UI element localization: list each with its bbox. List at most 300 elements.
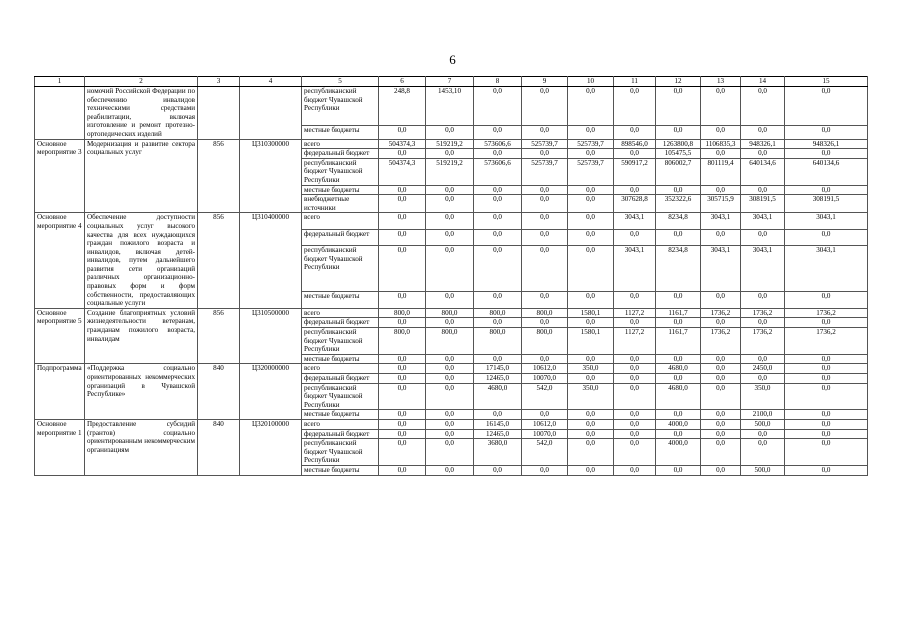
amount-cell: 0,0 (785, 439, 868, 466)
amount-cell: 1161,7 (656, 328, 701, 355)
amount-cell: 0,0 (379, 364, 426, 374)
activity-name: «Поддержка социально ориентированных некоммерческих организаций в Чувашской Республике» (85, 364, 198, 420)
budget-code: Ц320000000 (240, 364, 302, 420)
amount-cell: 0,0 (379, 383, 426, 410)
amount-cell: 0,0 (656, 125, 701, 139)
responsible-code: 840 (198, 419, 240, 475)
amount-cell: 0,0 (379, 318, 426, 328)
funding-source: всего (302, 213, 379, 229)
amount-cell: 0,0 (701, 354, 741, 364)
amount-cell: 1580,1 (568, 328, 614, 355)
amount-cell: 800,0 (474, 328, 522, 355)
amount-cell: 948326,1 (785, 139, 868, 149)
amount-cell: 0,0 (785, 125, 868, 139)
amount-cell: 0,0 (426, 229, 474, 245)
table-row (35, 139, 868, 149)
amount-cell: 0,0 (741, 318, 785, 328)
amount-cell: 1127,2 (614, 308, 656, 318)
amount-cell: 0,0 (474, 354, 522, 364)
funding-source: всего (302, 139, 379, 149)
responsible-code: 856 (198, 308, 240, 364)
amount-cell: 0,0 (474, 229, 522, 245)
budget-code: Ц310400000 (240, 213, 302, 309)
amount-cell: 1161,7 (656, 308, 701, 318)
amount-cell: 0,0 (785, 229, 868, 245)
amount-cell: 350,0 (741, 383, 785, 410)
amount-cell: 1736,2 (701, 328, 741, 355)
amount-cell: 0,0 (701, 383, 741, 410)
activity-type: Основное мероприятие 5 (35, 308, 85, 364)
table-row (35, 213, 868, 229)
amount-cell: 0,0 (474, 87, 522, 126)
amount-cell: 0,0 (474, 125, 522, 139)
amount-cell: 0,0 (614, 149, 656, 159)
activity-type: Основное мероприятие 3 (35, 139, 85, 213)
funding-source: федеральный бюджет (302, 229, 379, 245)
budget-code: Ц310300000 (240, 139, 302, 213)
table-row (35, 308, 868, 318)
funding-source: местные бюджеты (302, 354, 379, 364)
amount-cell: 0,0 (522, 246, 568, 292)
amount-cell: 10612,0 (522, 419, 568, 429)
amount-cell: 0,0 (379, 374, 426, 384)
amount-cell: 3043,1 (614, 213, 656, 229)
column-number: 8 (474, 77, 522, 87)
funding-source: внебюджетные источники (302, 195, 379, 213)
amount-cell: 3043,1 (741, 246, 785, 292)
funding-source: федеральный бюджет (302, 149, 379, 159)
amount-cell: 800,0 (522, 328, 568, 355)
funding-source: местные бюджеты (302, 465, 379, 475)
amount-cell: 0,0 (701, 229, 741, 245)
budget-table (34, 76, 868, 476)
amount-cell: 0,0 (426, 213, 474, 229)
amount-cell: 0,0 (474, 410, 522, 420)
amount-cell: 0,0 (522, 229, 568, 245)
column-number: 14 (741, 77, 785, 87)
amount-cell: 0,0 (474, 185, 522, 195)
responsible-code: 856 (198, 139, 240, 213)
funding-source: республиканский бюджет Чувашской Республики (302, 158, 379, 185)
amount-cell: 0,0 (741, 87, 785, 126)
activity-name: Обеспечение доступности социальных услуг высокого качества для всех нуждающихся граждан пожилого возраста и инвалидов, включая детей-инвалидов, путем дальнейшего развития сети организаций различных организационно-правовых форм и форм собственности, предоставляющих социальные услуги (85, 213, 198, 309)
funding-source: федеральный бюджет (302, 374, 379, 384)
amount-cell: 0,0 (614, 292, 656, 309)
amount-cell: 0,0 (568, 419, 614, 429)
amount-cell: 12465,0 (474, 374, 522, 384)
funding-source: местные бюджеты (302, 185, 379, 195)
funding-source: федеральный бюджет (302, 318, 379, 328)
funding-source: местные бюджеты (302, 410, 379, 420)
amount-cell: 0,0 (522, 185, 568, 195)
amount-cell: 0,0 (614, 229, 656, 245)
amount-cell: 1736,2 (785, 328, 868, 355)
amount-cell: 1736,2 (701, 308, 741, 318)
amount-cell: 0,0 (656, 87, 701, 126)
amount-cell: 0,0 (701, 429, 741, 439)
amount-cell: 0,0 (379, 292, 426, 309)
amount-cell: 0,0 (701, 318, 741, 328)
amount-cell: 0,0 (426, 195, 474, 213)
column-number: 11 (614, 77, 656, 87)
amount-cell: 0,0 (568, 292, 614, 309)
amount-cell: 0,0 (426, 292, 474, 309)
column-number: 3 (198, 77, 240, 87)
header-row (35, 77, 868, 87)
amount-cell: 0,0 (379, 419, 426, 429)
amount-cell: 0,0 (379, 229, 426, 245)
funding-source: федеральный бюджет (302, 429, 379, 439)
amount-cell: 0,0 (379, 429, 426, 439)
amount-cell: 0,0 (522, 318, 568, 328)
amount-cell: 0,0 (474, 292, 522, 309)
amount-cell: 0,0 (522, 149, 568, 159)
amount-cell: 0,0 (522, 125, 568, 139)
amount-cell: 0,0 (568, 195, 614, 213)
amount-cell: 0,0 (741, 185, 785, 195)
amount-cell: 0,0 (656, 429, 701, 439)
amount-cell: 0,0 (379, 439, 426, 466)
amount-cell: 0,0 (568, 149, 614, 159)
funding-source: республиканский бюджет Чувашской Республики (302, 87, 379, 126)
budget-code (240, 87, 302, 140)
amount-cell: 307628,8 (614, 195, 656, 213)
amount-cell: 0,0 (568, 213, 614, 229)
amount-cell: 0,0 (656, 465, 701, 475)
amount-cell: 0,0 (426, 149, 474, 159)
amount-cell: 0,0 (379, 195, 426, 213)
amount-cell: 0,0 (701, 292, 741, 309)
amount-cell: 17145,0 (474, 364, 522, 374)
table-row (35, 364, 868, 374)
amount-cell: 0,0 (379, 213, 426, 229)
amount-cell: 0,0 (568, 465, 614, 475)
column-number: 7 (426, 77, 474, 87)
amount-cell: 0,0 (785, 318, 868, 328)
amount-cell: 542,0 (522, 383, 568, 410)
column-number: 9 (522, 77, 568, 87)
amount-cell: 0,0 (522, 87, 568, 126)
amount-cell: 0,0 (785, 149, 868, 159)
amount-cell: 0,0 (379, 125, 426, 139)
amount-cell: 0,0 (701, 185, 741, 195)
amount-cell: 0,0 (426, 439, 474, 466)
amount-cell: 2450,0 (741, 364, 785, 374)
amount-cell: 0,0 (656, 292, 701, 309)
amount-cell: 0,0 (656, 354, 701, 364)
amount-cell: 4000,0 (656, 439, 701, 466)
amount-cell: 0,0 (701, 364, 741, 374)
amount-cell: 0,0 (474, 213, 522, 229)
funding-source: всего (302, 419, 379, 429)
amount-cell: 0,0 (568, 439, 614, 466)
column-number: 1 (35, 77, 85, 87)
amount-cell: 0,0 (614, 364, 656, 374)
amount-cell: 800,0 (474, 308, 522, 318)
amount-cell: 0,0 (701, 87, 741, 126)
amount-cell: 0,0 (614, 429, 656, 439)
amount-cell: 500,0 (741, 465, 785, 475)
amount-cell: 0,0 (568, 429, 614, 439)
amount-cell: 525739,7 (522, 158, 568, 185)
amount-cell: 0,0 (741, 374, 785, 384)
amount-cell: 105475,5 (656, 149, 701, 159)
amount-cell: 0,0 (614, 87, 656, 126)
amount-cell: 308191,5 (741, 195, 785, 213)
amount-cell: 3043,1 (785, 246, 868, 292)
amount-cell: 0,0 (568, 185, 614, 195)
amount-cell: 573606,6 (474, 139, 522, 149)
amount-cell: 0,0 (741, 149, 785, 159)
amount-cell: 0,0 (656, 318, 701, 328)
amount-cell: 8234,8 (656, 246, 701, 292)
column-number: 10 (568, 77, 614, 87)
amount-cell: 1453,10 (426, 87, 474, 126)
amount-cell: 0,0 (426, 364, 474, 374)
amount-cell: 3043,1 (785, 213, 868, 229)
amount-cell: 525739,7 (568, 158, 614, 185)
amount-cell: 0,0 (568, 374, 614, 384)
amount-cell: 1106835,3 (701, 139, 741, 149)
responsible-code (198, 87, 240, 140)
amount-cell: 0,0 (785, 410, 868, 420)
amount-cell: 0,0 (474, 465, 522, 475)
responsible-code: 856 (198, 213, 240, 309)
amount-cell: 519219,2 (426, 139, 474, 149)
amount-cell: 4680,0 (656, 364, 701, 374)
amount-cell: 248,8 (379, 87, 426, 126)
amount-cell: 0,0 (568, 354, 614, 364)
amount-cell: 0,0 (614, 419, 656, 429)
amount-cell: 504374,3 (379, 139, 426, 149)
funding-source: местные бюджеты (302, 125, 379, 139)
amount-cell: 0,0 (379, 185, 426, 195)
amount-cell: 10612,0 (522, 364, 568, 374)
column-number: 2 (85, 77, 198, 87)
amount-cell: 0,0 (614, 185, 656, 195)
activity-name: Создание благоприятных условий жизнедеятельности ветеранам, гражданам пожилого возраста, инвалидам (85, 308, 198, 364)
amount-cell: 0,0 (785, 419, 868, 429)
amount-cell: 0,0 (785, 87, 868, 126)
amount-cell: 0,0 (614, 439, 656, 466)
amount-cell: 0,0 (522, 410, 568, 420)
amount-cell: 0,0 (614, 383, 656, 410)
amount-cell: 8234,8 (656, 213, 701, 229)
funding-source: республиканский бюджет Чувашской Республики (302, 328, 379, 355)
amount-cell: 0,0 (614, 125, 656, 139)
amount-cell: 519219,2 (426, 158, 474, 185)
amount-cell: 0,0 (426, 374, 474, 384)
amount-cell: 525739,7 (568, 139, 614, 149)
amount-cell: 0,0 (426, 383, 474, 410)
column-number: 6 (379, 77, 426, 87)
amount-cell: 800,0 (522, 308, 568, 318)
amount-cell: 0,0 (522, 195, 568, 213)
amount-cell: 800,0 (426, 328, 474, 355)
amount-cell: 0,0 (785, 465, 868, 475)
amount-cell: 0,0 (426, 318, 474, 328)
amount-cell: 0,0 (568, 229, 614, 245)
amount-cell: 0,0 (379, 410, 426, 420)
activity-name: Предоставление субсидий (грантов) социально ориентированным некоммерческим организациям (85, 419, 198, 475)
amount-cell: 0,0 (568, 87, 614, 126)
amount-cell: 3043,1 (701, 246, 741, 292)
amount-cell: 0,0 (614, 318, 656, 328)
amount-cell: 10070,0 (522, 374, 568, 384)
amount-cell: 308191,5 (785, 195, 868, 213)
amount-cell: 0,0 (522, 354, 568, 364)
amount-cell: 0,0 (656, 229, 701, 245)
funding-source: местные бюджеты (302, 292, 379, 309)
amount-cell: 1580,1 (568, 308, 614, 318)
amount-cell: 4000,0 (656, 419, 701, 429)
amount-cell: 0,0 (426, 465, 474, 475)
amount-cell: 0,0 (379, 465, 426, 475)
amount-cell: 0,0 (741, 292, 785, 309)
activity-type: Основное мероприятие 4 (35, 213, 85, 309)
amount-cell: 0,0 (741, 439, 785, 466)
amount-cell: 0,0 (379, 149, 426, 159)
amount-cell: 1736,2 (741, 328, 785, 355)
amount-cell: 0,0 (741, 125, 785, 139)
amount-cell: 352322,6 (656, 195, 701, 213)
amount-cell: 16145,0 (474, 419, 522, 429)
amount-cell: 3043,1 (741, 213, 785, 229)
column-number: 15 (785, 77, 868, 87)
funding-source: республиканский бюджет Чувашской Республики (302, 439, 379, 466)
amount-cell: 0,0 (614, 354, 656, 364)
amount-cell: 3043,1 (614, 246, 656, 292)
activity-type (35, 87, 85, 140)
amount-cell: 0,0 (741, 354, 785, 364)
amount-cell: 800,0 (379, 328, 426, 355)
amount-cell: 3043,1 (701, 213, 741, 229)
amount-cell: 801119,4 (701, 158, 741, 185)
amount-cell: 0,0 (568, 125, 614, 139)
amount-cell: 0,0 (785, 374, 868, 384)
amount-cell: 0,0 (701, 374, 741, 384)
amount-cell: 0,0 (426, 125, 474, 139)
budget-code: Ц310500000 (240, 308, 302, 364)
amount-cell: 0,0 (741, 429, 785, 439)
funding-source: республиканский бюджет Чувашской Республики (302, 383, 379, 410)
column-number: 13 (701, 77, 741, 87)
amount-cell: 0,0 (614, 410, 656, 420)
amount-cell: 0,0 (656, 410, 701, 420)
amount-cell: 0,0 (701, 410, 741, 420)
amount-cell: 806002,7 (656, 158, 701, 185)
amount-cell: 350,0 (568, 364, 614, 374)
amount-cell: 0,0 (474, 246, 522, 292)
amount-cell: 0,0 (474, 195, 522, 213)
amount-cell: 800,0 (426, 308, 474, 318)
amount-cell: 0,0 (568, 318, 614, 328)
amount-cell: 12465,0 (474, 429, 522, 439)
funding-source: всего (302, 308, 379, 318)
amount-cell: 0,0 (474, 149, 522, 159)
amount-cell: 0,0 (656, 374, 701, 384)
funding-source: республиканский бюджет Чувашской Республики (302, 246, 379, 292)
amount-cell: 0,0 (701, 465, 741, 475)
funding-source: всего (302, 364, 379, 374)
amount-cell: 948326,1 (741, 139, 785, 149)
amount-cell: 590917,2 (614, 158, 656, 185)
amount-cell: 500,0 (741, 419, 785, 429)
amount-cell: 0,0 (426, 354, 474, 364)
amount-cell: 525739,7 (522, 139, 568, 149)
activity-type: Основное мероприятие 1 (35, 419, 85, 475)
amount-cell: 0,0 (701, 125, 741, 139)
amount-cell: 0,0 (522, 213, 568, 229)
responsible-code: 840 (198, 364, 240, 420)
amount-cell: 0,0 (426, 246, 474, 292)
amount-cell: 0,0 (741, 229, 785, 245)
activity-name: номочий Российской Федерации по обеспечению инвалидов техническими средствами реабилитации, включая изготовление и ремонт протезно-ортопедических изделий (85, 87, 198, 140)
column-number: 12 (656, 77, 701, 87)
amount-cell: 350,0 (568, 383, 614, 410)
activity-name: Модернизация и развитие сектора социальных услуг (85, 139, 198, 213)
amount-cell: 0,0 (426, 419, 474, 429)
amount-cell: 0,0 (701, 419, 741, 429)
amount-cell: 542,0 (522, 439, 568, 466)
amount-cell: 1127,2 (614, 328, 656, 355)
amount-cell: 0,0 (701, 439, 741, 466)
amount-cell: 0,0 (785, 383, 868, 410)
amount-cell: 640134,6 (741, 158, 785, 185)
activity-type: Подпрограмма (35, 364, 85, 420)
amount-cell: 0,0 (426, 410, 474, 420)
amount-cell: 0,0 (785, 185, 868, 195)
page-number: 6 (449, 52, 456, 67)
amount-cell: 4680,0 (474, 383, 522, 410)
amount-cell: 10070,0 (522, 429, 568, 439)
amount-cell: 0,0 (701, 149, 741, 159)
amount-cell: 1263800,8 (656, 139, 701, 149)
amount-cell: 0,0 (522, 465, 568, 475)
amount-cell: 0,0 (614, 465, 656, 475)
amount-cell: 0,0 (379, 246, 426, 292)
amount-cell: 305715,9 (701, 195, 741, 213)
amount-cell: 640134,6 (785, 158, 868, 185)
amount-cell: 504374,3 (379, 158, 426, 185)
amount-cell: 0,0 (614, 374, 656, 384)
table-row (35, 87, 868, 126)
amount-cell: 0,0 (785, 292, 868, 309)
amount-cell: 0,0 (426, 185, 474, 195)
amount-cell: 1736,2 (741, 308, 785, 318)
amount-cell: 0,0 (568, 246, 614, 292)
amount-cell: 0,0 (426, 429, 474, 439)
amount-cell: 800,0 (379, 308, 426, 318)
column-number: 5 (302, 77, 379, 87)
amount-cell: 898546,0 (614, 139, 656, 149)
amount-cell: 0,0 (785, 429, 868, 439)
amount-cell: 0,0 (522, 292, 568, 309)
amount-cell: 0,0 (785, 354, 868, 364)
amount-cell: 573606,6 (474, 158, 522, 185)
amount-cell: 0,0 (474, 318, 522, 328)
amount-cell: 0,0 (568, 410, 614, 420)
budget-code: Ц320100000 (240, 419, 302, 475)
amount-cell: 0,0 (656, 185, 701, 195)
amount-cell: 0,0 (379, 354, 426, 364)
amount-cell: 3680,0 (474, 439, 522, 466)
amount-cell: 2100,0 (741, 410, 785, 420)
column-number: 4 (240, 77, 302, 87)
table-row (35, 419, 868, 429)
amount-cell: 0,0 (785, 364, 868, 374)
amount-cell: 1736,2 (785, 308, 868, 318)
